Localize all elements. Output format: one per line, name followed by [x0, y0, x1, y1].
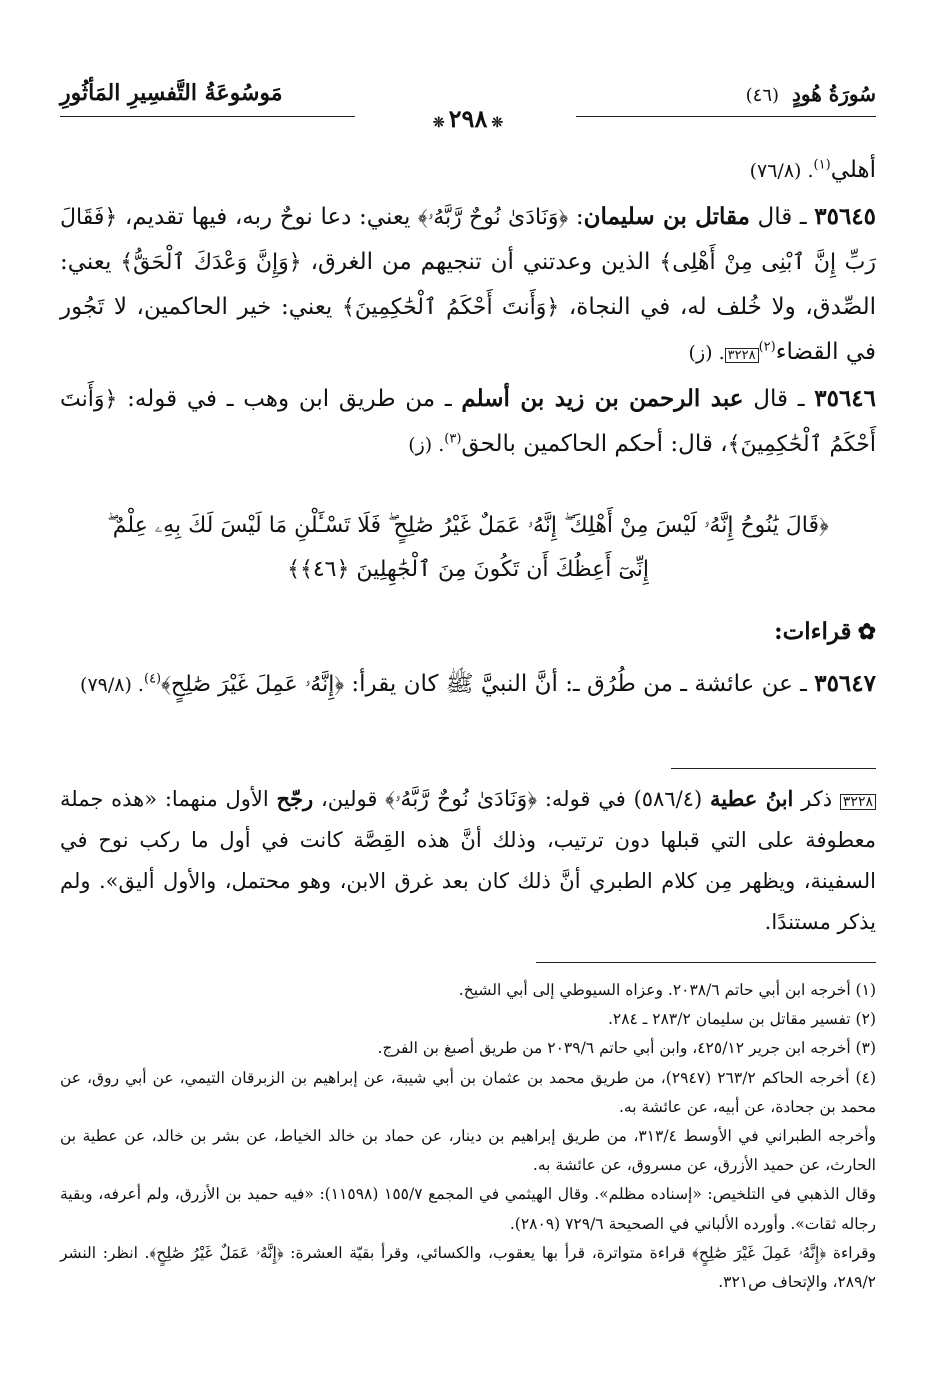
text: ـ عن عائشة ـ من طُرُق ـ: أنَّ النبيَّ ﷺ كان يقرأ:	[344, 671, 815, 697]
quran-quote: ﴿وَإِنَّ وَعْدَكَ ٱلْحَقُّ﴾	[120, 250, 302, 275]
text: ، قال: أحكم الحاكمين بالحق	[461, 431, 728, 457]
footnote-divider	[536, 962, 876, 963]
emphasis: رجّح	[276, 786, 314, 811]
text: ذكر	[793, 787, 840, 811]
main-text	[60, 148, 876, 468]
text: يعني: دعا نوحٌ ربه، فيها تقديم،	[117, 204, 418, 230]
flower-icon: ✿	[857, 619, 876, 645]
quran-quote: ﴿وَنَادَىٰ نُوحٌ رَّبَّهُۥ﴾	[385, 787, 538, 812]
footnote: (٤) أخرجه الحاكم ٢٦٣/٢ (٢٩٤٧)، من طريق محمد بن عثمان بن أبي شيبة، عن إبراهيم بن الزبرقان التيمي، عن أبي روق، عن محمد بن جحادة، عن أبيه، عن عائشة به.	[60, 1068, 876, 1116]
footnote: (١) أخرجه ابن أبي حاتم ٢٠٣٨/٦. وعزاه السيوطي إلى أبي الشيخ.	[458, 981, 876, 999]
entry-number: ٣٥٦٤٦	[814, 385, 877, 412]
text: ـ قال	[743, 386, 815, 412]
text: الذين وعدتني أن تنجيهم من الغرق،	[301, 249, 660, 275]
text: قولين،	[313, 787, 386, 811]
section-heading	[774, 618, 876, 645]
footnote-ref[interactable]: (٢)	[758, 339, 776, 355]
page-number	[429, 104, 507, 133]
footnote: وأخرجه الطبراني في الأوسط ٣١٣/٤، من طريق إبراهيم بن دينار، عن حماد بن خالد الخياط، عن بشر بن خالد، عن عطية بن الحارث، عن حميد الأزرق، عن مسروق، عن عائشة به.	[60, 1127, 877, 1175]
text: يعني: خير الحاكمين، لا تَجُور في القضاء	[60, 294, 876, 365]
ornament-icon: ❊	[432, 115, 445, 131]
citation: . (ز)	[408, 434, 445, 456]
citation: . (٧٦/٨)	[749, 160, 814, 182]
quran-quote: ﴿فَقَالَ رَبِّ إِنَّ ٱبْنِى مِنْ أَهْلِى﴾	[60, 205, 877, 275]
citation: . (ز)	[688, 342, 725, 364]
page-header	[60, 74, 876, 134]
footnote: وقال الذهبي في التلخيص: «إسناده مظلم». وقال الهيثمي في المجمع ١٥٥/٧ (١١٥٩٨): «فيه حميد بن الأزرق، ولم أعرفه، وبقية رجاله ثقات». وأورده الألباني في الصحيحة ٧٢٩/٦ (٢٨٠٩).	[60, 1185, 876, 1233]
verse-line: إِنِّىٓ أَعِظُكَ أَن تَكُونَ مِنَ ٱلْجَٰهِلِينَ ﴿٤٦﴾﴾	[287, 557, 649, 582]
quran-quote: ﴿وَنَادَىٰ نُوحٌ رَّبَّهُۥ﴾	[417, 205, 569, 230]
header-rule-left	[60, 116, 355, 117]
narrator-name: عبد الرحمن بن زيد بن أسلم	[461, 385, 744, 412]
citation: . (٧٩/٨)	[80, 674, 144, 696]
text: ـ قال	[749, 204, 815, 230]
entry-35647	[60, 662, 876, 707]
text: أهلي	[830, 157, 876, 183]
surah-number: (٤٦)	[745, 85, 780, 106]
footnote: وقراءة ﴿إِنَّهُۥ عَمِلَ غَيْرَ صَٰلِحٍ﴾ قراءة متواترة، قرأ بها يعقوب، والكسائي، وقرأ بقيّة العشرة: ﴿إِنَّهُۥ عَمَلٌ غَيْرُ صَٰلِحٍ﴾. انظر: النشر ٢٨٩/٢، والإتحاف ص٣٢١.	[60, 1243, 876, 1292]
entry-35646	[60, 376, 876, 468]
surah-title	[746, 82, 876, 106]
header-rule-right	[576, 116, 876, 117]
surah-name: سُورَةُ هُودٍ	[792, 82, 876, 106]
commentary-ref-box[interactable]: ٣٢٢٨	[725, 348, 759, 363]
footnotes	[60, 976, 876, 1297]
line-ahli	[60, 148, 876, 194]
footnote: (٣) أخرجه ابن جرير ٤٢٥/١٢، وابن أبي حاتم ٢٠٣٩/٦ من طريق أصبغ بن الفرج.	[377, 1039, 876, 1058]
entry-number: ٣٥٦٤٧	[814, 670, 876, 697]
quran-quote: ﴿وَأَنتَ أَحْكَمُ ٱلْحَٰكِمِينَ﴾	[60, 387, 876, 457]
book-title: مَوسُوعَةُ التَّفسِيرِ المَأثُورِ	[60, 80, 283, 106]
quran-quote: ﴿إِنَّهُۥ عَمِلَ غَيْرَ صَٰلِحٍ﴾	[161, 672, 345, 697]
commentary-note	[60, 778, 876, 943]
entry-35645	[60, 194, 876, 376]
verse-line: ﴿قَالَ يَٰنُوحُ إِنَّهُۥ لَيْسَ مِنْ أَهْلِكَ ۖ إِنَّهُۥ عَمَلٌ غَيْرُ صَٰلِحٍ ۖ فَلَا تَسْـَٔلْنِ مَا لَيْسَ لَكَ بِهِۦ عِلْمٌ ۖ	[107, 513, 829, 538]
text: يعني: الصِّدق، ولا خُلف له، في النجاة،	[60, 249, 876, 320]
footnote: (٢) تفسير مقاتل بن سليمان ٢٨٣/٢ ـ ٢٨٤.	[607, 1010, 876, 1029]
quran-verse	[60, 504, 876, 592]
footnote-ref[interactable]: (٣)	[444, 431, 462, 447]
commentary-ref-box[interactable]: ٣٢٢٨	[840, 794, 876, 810]
text: (٥٨٦/٤) في قوله:	[537, 787, 710, 811]
page-number-value: ٢٩٨	[448, 104, 488, 133]
text: الأول منهما: «هذه جملة معطوفة على التي قبلها دون ترتيب، وذلك أنَّ هذه القِصَّة كانت في أول ما ركب نوح في السفينة، ويظهر مِن كلام الطبري أنَّ ذلك كان بعد غرق الابن، وهو محتمل، والأول أليق». ولم يذكر مستندًا.	[60, 787, 877, 934]
footnote-ref[interactable]: (٤)	[143, 671, 162, 687]
text: ـ من طريق ابن وهب ـ في قوله:	[117, 386, 462, 412]
divider	[671, 768, 876, 769]
narrator-name: مقاتل بن سليمان	[583, 203, 750, 230]
section-title: قراءات:	[774, 618, 852, 645]
footnote-ref[interactable]: (١)	[813, 157, 831, 173]
entry-number: ٣٥٦٤٥	[814, 203, 877, 230]
ornament-icon: ❊	[491, 115, 504, 131]
quran-quote: ﴿وَأَنتَ أَحْكَمُ ٱلْحَٰكِمِينَ﴾	[341, 295, 560, 320]
scholar-name: ابنُ عطية	[709, 786, 794, 811]
text: :	[568, 204, 584, 230]
